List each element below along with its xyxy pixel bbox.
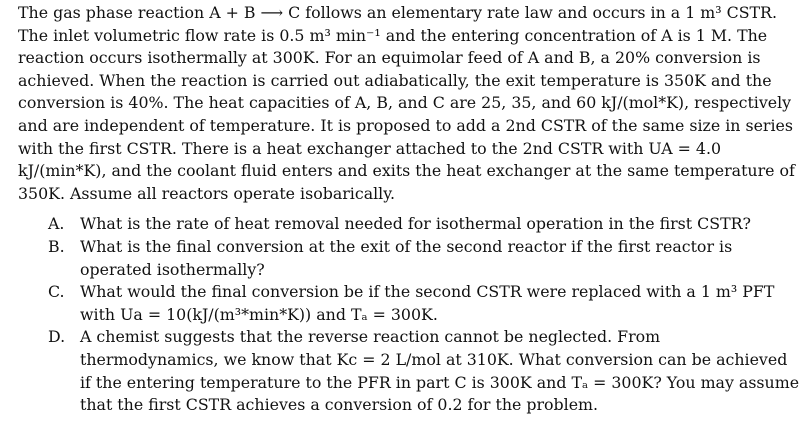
- problem-line: kJ/(min*K), and the coolant fluid enters and exits the heat exchanger at the same temperature of: [18, 161, 795, 181]
- question-letter: D.: [48, 327, 66, 347]
- question-line: that the first CSTR achieves a conversion of 0.2 for the problem.: [80, 395, 599, 415]
- question-letter: A.: [48, 214, 65, 234]
- problem-line: achieved. When the reaction is carried out adiabatically, the exit temperature is 350K and the: [18, 70, 772, 90]
- problem-document: [18, 2, 808, 417]
- question-list: [18, 213, 808, 416]
- question-item: [18, 213, 808, 236]
- question-letter: C.: [48, 282, 65, 302]
- question-line: if the entering temperature to the PFR in part C is 300K and Tₐ = 300K? You may assume: [80, 372, 800, 392]
- problem-line: 350K. Assume all reactors operate isobarically.: [18, 183, 396, 203]
- problem-line: reaction occurs isothermally at 300K. For an equimolar feed of A and B, a 20% conversion is: [18, 48, 761, 68]
- problem-line: conversion is 40%. The heat capacities of A, B, and C are 25, 35, and 60 kJ/(mol*K), respectively: [18, 93, 792, 113]
- question-item: [18, 236, 808, 259]
- question-letter: B.: [48, 236, 65, 256]
- problem-statement: [18, 2, 808, 205]
- question-item: [18, 281, 808, 304]
- question-line: What is the rate of heat removal needed for isothermal operation in the first CSTR?: [80, 214, 751, 234]
- question-line: What would the final conversion be if the second CSTR were replaced with a 1 m³ PFT: [80, 282, 775, 302]
- problem-line: with the first CSTR. There is a heat exchanger attached to the 2nd CSTR with UA = 4.0: [18, 138, 722, 158]
- problem-line: and are independent of temperature. It is proposed to add a 2nd CSTR of the same size in series: [18, 115, 793, 135]
- question-line: with Ua = 10(kJ/(m³*min*K)) and Tₐ = 300K.: [80, 304, 438, 324]
- problem-line: The inlet volumetric flow rate is 0.5 m³ min⁻¹ and the entering concentration of A is 1 M. The: [18, 25, 768, 45]
- question-line: thermodynamics, we know that Kc = 2 L/mol at 310K. What conversion can be achieved: [80, 349, 788, 369]
- question-item: [18, 326, 808, 349]
- problem-line: The gas phase reaction A + B ⟶ C follows an elementary rate law and occurs in a 1 m³ CSTR.: [18, 3, 777, 22]
- question-line: A chemist suggests that the reverse reaction cannot be neglected. From: [80, 327, 661, 347]
- question-line: operated isothermally?: [80, 259, 265, 279]
- question-line: What is the final conversion at the exit of the second reactor if the first reactor is: [80, 236, 733, 256]
